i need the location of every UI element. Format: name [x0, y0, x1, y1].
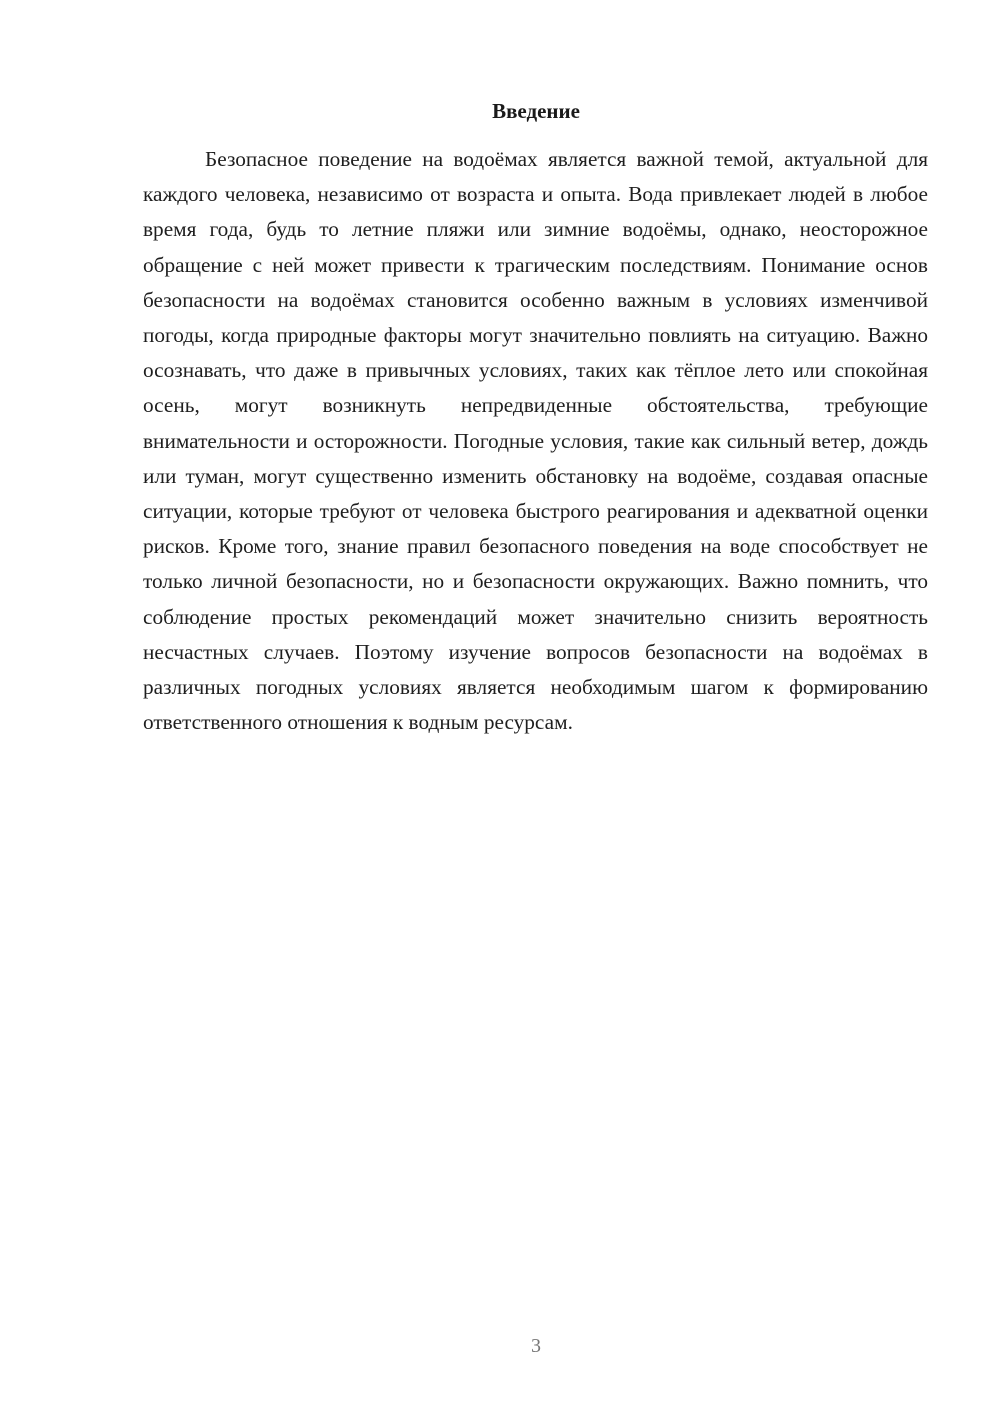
page-number: 3	[531, 1335, 541, 1357]
section-heading: Введение	[492, 99, 580, 123]
body-paragraph: Безопасное поведение на водоёмах является важной темой, актуальной для каждого человека, независимо от возраста и опыта. Вода привлекает людей в любое время года, будь то летние пляжи или зимние водоёмы, однако, неосторожное обращение с ней может привести к трагическим последствиям. Понимание основ безопасности на водоёмах становится особенно важным в условиях изменчивой погоды, когда природные факторы могут значительно повлиять на ситуацию. Важно осознавать, что даже в привычных условиях, таких как тёплое лето или спокойная осень, могут возникнуть непредвиденные обстоятельства, требующие внимательности и осторожности. Погодные условия, такие как сильный ветер, дождь или туман, могут существенно изменить обстановку на водоёме, создавая опасные ситуации, которые требуют от человека быстрого реагирования и адекватной оценки рисков. Кроме того, знание правил безопасного поведения на воде способствует не только личной безопасности, но и безопасности окружающих. Важно помнить, что соблюдение простых рекомендаций может значительно снизить вероятность несчастных случаев. Поэтому изучение вопросов безопасности на водоёмах в различных погодных условиях является необходимым шагом к формированию ответственного отношения к водным ресурсам.	[143, 147, 928, 735]
